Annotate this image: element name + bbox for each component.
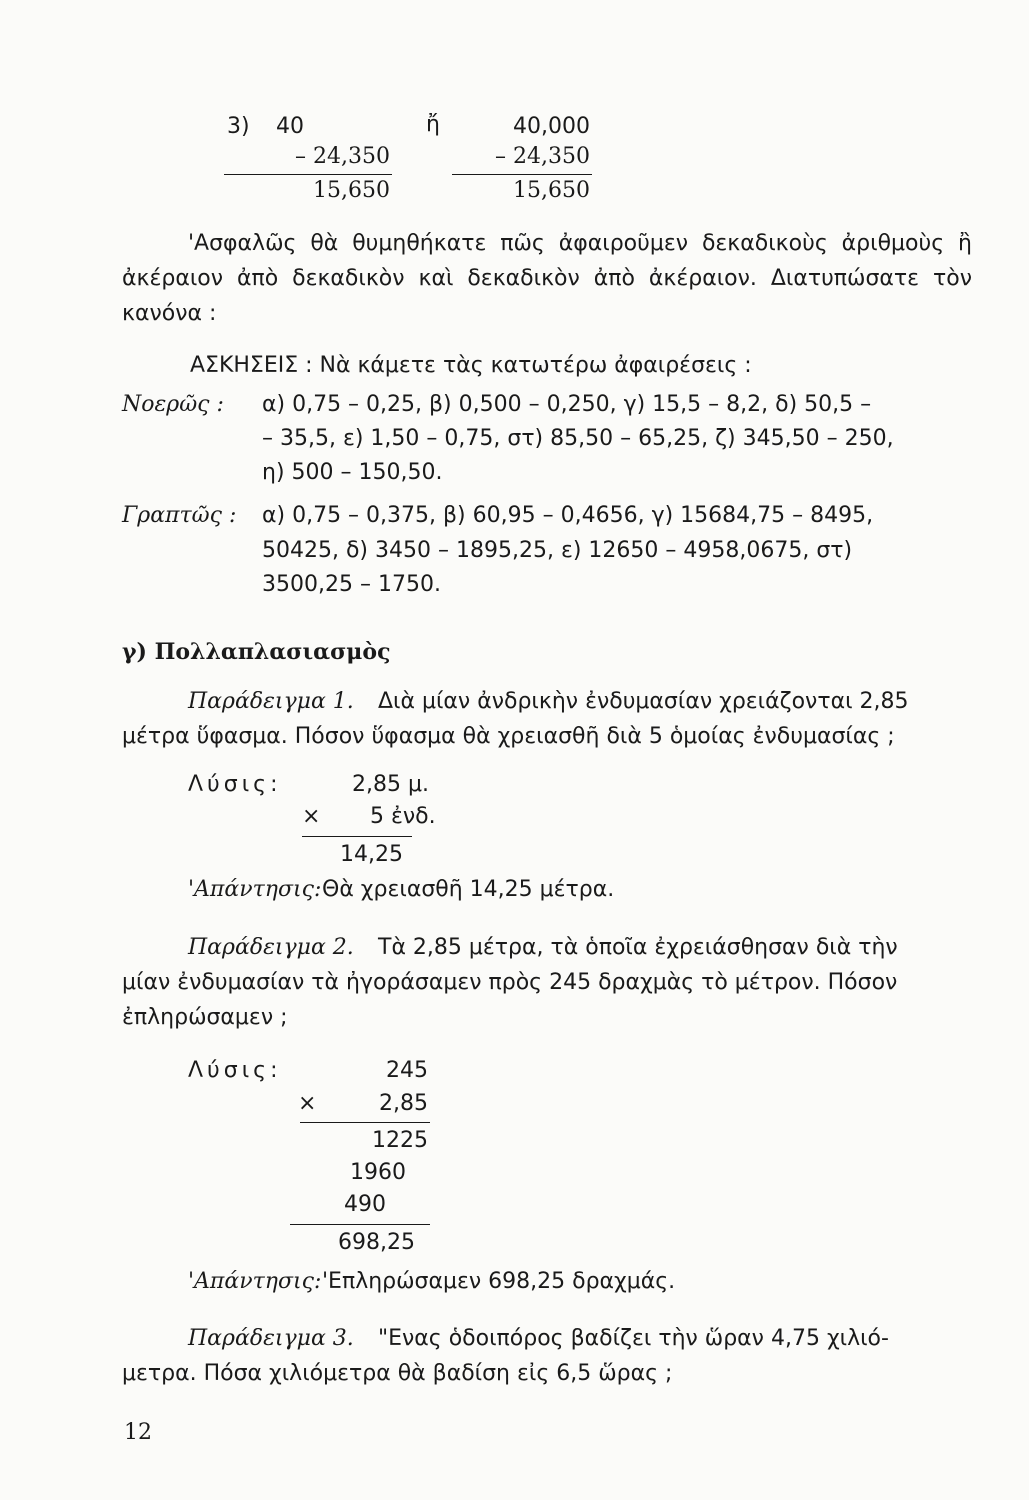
subtraction-right-line — [452, 174, 592, 175]
example-2-partial-2: 1960 — [350, 1160, 406, 1185]
example-1-text-line-2: μέτρα ὕφασμα. Πόσον ὕφασμα θὰ χρειασθῆ διὰ 5 ὁμοίας ἐνδυμασίας ; — [122, 724, 895, 749]
example-2-text-line-3: ἐπληρώσαμεν ; — [122, 1005, 288, 1030]
page-number: 12 — [124, 1420, 152, 1445]
subtraction-left-subtrahend: – 24,350 — [295, 144, 390, 169]
mental-exercises-line-3: η) 500 – 150,50. — [262, 460, 443, 485]
example-1-label: Παράδειγμα 1. — [188, 689, 354, 714]
subtraction-left-minuend: 40 — [276, 114, 304, 139]
subtraction-right-minuend: 40,000 — [513, 114, 590, 139]
mental-exercises-line-1: α) 0,75 – 0,25, β) 0,500 – 0,250, γ) 15,5 – 8,2, δ) 50,5 – — [262, 392, 872, 417]
example-3-label: Παράδειγμα 3. — [188, 1326, 354, 1351]
mental-label: Νοερῶς : — [122, 392, 224, 417]
example-2-multiplier: 2,85 — [379, 1091, 428, 1116]
example-1-answer-label: 'Απάντησις: — [188, 877, 322, 902]
section-heading: γ) Πολλαπλασιασμὸς — [122, 639, 391, 665]
example-2-sum-line — [290, 1224, 430, 1225]
example-1-result: 14,25 — [340, 842, 403, 867]
subtraction-left-result: 15,650 — [313, 178, 390, 203]
example-2-answer: 'Επληρώσαμεν 698,25 δραχμάς. — [322, 1269, 676, 1294]
times-sign: × — [302, 804, 321, 829]
written-exercises-line-3: 3500,25 – 1750. — [262, 572, 441, 597]
item-number: 3) — [227, 114, 250, 139]
times-sign: × — [298, 1091, 317, 1116]
example-2-multiplicand: 245 — [386, 1058, 428, 1083]
example-3-text-line-2: μετρα. Πόσα χιλιόμετρα θὰ βαδίση εἰς 6,5 ὥρας ; — [122, 1361, 673, 1386]
example-1-text-line-1: Διὰ μίαν ἀνδρικὴν ἐνδυμασίαν χρειάζονται 2,85 — [378, 689, 909, 714]
rule-paragraph: 'Ασφαλῶς θὰ θυμηθήκατε πῶς ἀφαιροῦμεν δεκαδικοὺς ἀριθμοὺς ἢ ἀκέραιον ἀπὸ δεκαδικὸν καὶ δεκαδικὸν ἀπὸ ἀκέραιον. Διατυπώσατε τὸν κανόνα : — [122, 231, 972, 326]
or-word: ἤ — [426, 112, 440, 137]
example-2-result: 698,25 — [338, 1230, 415, 1255]
example-2-solution-label: Λύσις: — [188, 1058, 282, 1083]
example-1-solution-label: Λύσις: — [188, 772, 282, 797]
example-1-multiplicand: 2,85 μ. — [352, 772, 429, 797]
mental-exercises-line-2: – 35,5, ε) 1,50 – 0,75, στ) 85,50 – 65,25, ζ) 345,50 – 250, — [262, 426, 894, 451]
example-2-line — [300, 1122, 430, 1123]
example-1-line — [302, 836, 412, 837]
exercises-heading: ΑΣΚΗΣΕΙΣ : Νὰ κάμετε τὰς κατωτέρω ἀφαιρέσεις : — [190, 353, 752, 378]
example-2-label: Παράδειγμα 2. — [188, 935, 354, 960]
written-exercises-line-2: 50425, δ) 3450 – 1895,25, ε) 12650 – 4958,0675, στ) — [262, 538, 853, 563]
example-2-partial-1: 1225 — [372, 1128, 428, 1153]
written-exercises-line-1: α) 0,75 – 0,375, β) 60,95 – 0,4656, γ) 15684,75 – 8495, — [262, 503, 874, 528]
written-label: Γραπτῶς : — [122, 503, 237, 528]
subtraction-left-line — [224, 174, 392, 175]
example-2-partial-3: 490 — [344, 1192, 386, 1217]
example-2-text-line-1: Τὰ 2,85 μέτρα, τὰ ὁποῖα ἐχρειάσθησαν διὰ τὴν — [378, 935, 898, 960]
example-2-answer-label: 'Απάντησις: — [188, 1269, 322, 1294]
example-3-text-line-1: "Ενας ὁδοιπόρος βαδίζει τὴν ὥραν 4,75 χιλιό- — [378, 1326, 889, 1351]
subtraction-right-result: 15,650 — [513, 178, 590, 203]
subtraction-right-subtrahend: – 24,350 — [495, 144, 590, 169]
example-1-answer: Θὰ χρειασθῆ 14,25 μέτρα. — [322, 877, 615, 902]
example-1-multiplier: 5 ἐνδ. — [370, 804, 436, 829]
example-2-text-line-2: μίαν ἐνδυμασίαν τὰ ἠγοράσαμεν πρὸς 245 δραχμὰς τὸ μέτρον. Πόσον — [122, 970, 898, 995]
